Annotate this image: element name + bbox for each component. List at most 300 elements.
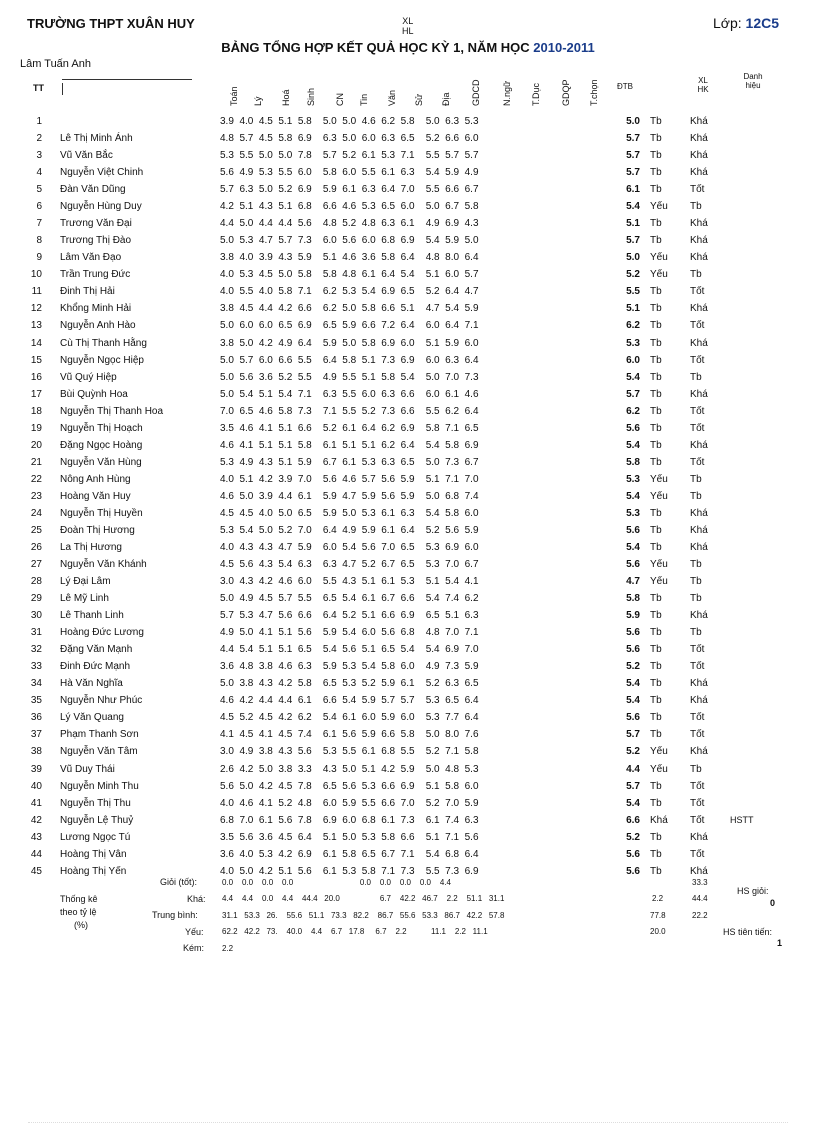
conduct-rank: Khá <box>690 746 708 758</box>
subject-scores: 4.0 4.3 4.3 4.7 5.9 6.0 5.4 5.6 7.0 6.5 5.3 6.9 6.0 <box>220 542 479 553</box>
conduct-rank: Khá <box>690 303 708 315</box>
teacher-name: Lâm Tuấn Anh <box>20 58 91 70</box>
academic-rank: Tb <box>650 848 662 860</box>
average-score: 5.4 <box>626 542 640 553</box>
academic-rank: Tb <box>650 337 662 349</box>
row-number: 28 <box>30 576 42 588</box>
subject-scores: 4.2 5.1 4.3 5.1 6.8 6.6 4.6 5.3 6.5 6.0 5.0 6.7 5.8 <box>220 201 479 213</box>
table-row <box>0 491 816 508</box>
row-number: 22 <box>30 473 42 485</box>
student-name: Nguyễn Minh Thu <box>60 780 139 792</box>
table-row <box>0 712 816 729</box>
class-value: 12C5 <box>745 15 780 31</box>
conduct-rank: Tốt <box>690 320 705 332</box>
conduct-rank: Tốt <box>690 661 705 673</box>
row-number: 27 <box>30 559 42 571</box>
academic-rank: Tb <box>650 235 662 247</box>
subject-scores: 4.6 4.1 5.1 5.1 5.8 6.1 5.1 5.1 6.2 6.4 5.4 5.8 6.9 <box>220 439 479 451</box>
table-row <box>0 218 816 235</box>
conduct-rank: Tốt <box>690 354 705 366</box>
student-name: Hoàng Thị Yến <box>60 865 127 877</box>
subject-scores: 3.0 4.3 4.2 4.6 6.0 5.5 4.3 5.1 6.1 5.3 5.1 5.4 4.1 <box>220 576 479 588</box>
stats-label-1: Thống kê <box>60 894 98 904</box>
average-score: 5.4 <box>626 695 640 707</box>
dtb-header: ĐTB <box>617 82 633 91</box>
average-score: 5.6 <box>626 422 640 434</box>
student-name: Đinh Đức Mạnh <box>60 661 131 673</box>
academic-rank: Tb <box>650 661 662 673</box>
subject-header: Tin <box>359 93 369 106</box>
academic-rank: Tb <box>650 797 662 809</box>
row-number: 43 <box>30 831 42 843</box>
table-row <box>0 303 816 320</box>
row-number: 40 <box>30 780 42 792</box>
student-name: Lý Văn Quang <box>60 712 124 724</box>
average-score: 5.7 <box>626 150 640 162</box>
average-score: 5.6 <box>626 524 640 536</box>
table-row <box>0 235 816 252</box>
subject-scores: 3.0 4.9 3.8 4.3 5.6 5.3 5.5 6.1 6.8 5.5 5.2 7.1 5.8 <box>220 746 479 758</box>
conduct-rank: Khá <box>690 150 708 162</box>
gioi-label: Giỏi (tốt): <box>160 877 198 887</box>
table-row <box>0 474 816 491</box>
row-number: 25 <box>30 524 42 536</box>
subject-header: Lý <box>253 96 263 106</box>
conduct-rank: Khá <box>690 695 708 707</box>
academic-rank: Tb <box>650 439 662 451</box>
tb-label: Trung bình: <box>152 910 198 920</box>
tt-header: TT <box>33 83 44 93</box>
student-name: Nguyễn Thị Thanh Hoa <box>60 405 164 417</box>
student-name: Bùi Quỳnh Hoa <box>60 388 128 400</box>
academic-rank: Tb <box>650 695 662 707</box>
row-number: 16 <box>30 371 42 383</box>
row-number: 6 <box>36 201 42 213</box>
row-number: 20 <box>30 439 42 451</box>
subject-scores: 3.9 4.0 4.5 5.1 5.8 5.0 5.0 4.6 6.2 5.8 5.0 6.3 5.3 <box>220 116 479 127</box>
school-year: 2010-2011 <box>533 40 595 55</box>
subject-header: Hoá <box>281 89 291 106</box>
student-name: Nguyễn Như Phúc <box>60 695 143 707</box>
student-name: Hoàng Văn Huy <box>60 490 131 502</box>
conduct-rank: Tb <box>690 576 702 588</box>
danh-hieu-header: Danh hiệu <box>743 72 763 90</box>
conduct-rank: Khá <box>690 542 708 553</box>
subject-scores: 5.6 5.0 4.2 4.5 7.8 6.5 5.6 5.3 6.6 6.9 5.1 5.8 6.0 <box>220 780 479 792</box>
row-number: 7 <box>36 218 42 230</box>
average-score: 5.4 <box>626 371 640 383</box>
student-name: Hà Văn Nghĩa <box>60 678 123 690</box>
table-row <box>0 849 816 866</box>
conduct-rank: Tb <box>690 490 702 502</box>
conduct-rank: Tốt <box>690 422 705 434</box>
average-score: 5.8 <box>626 593 640 605</box>
average-score: 5.7 <box>626 235 640 247</box>
student-name: Nguyễn Hùng Duy <box>60 201 142 213</box>
xl-hl-marker: XL HL <box>402 16 414 36</box>
table-row <box>0 627 816 644</box>
academic-rank: Tb <box>650 422 662 434</box>
yeu-label: Yếu: <box>185 927 204 937</box>
subject-scores: 3.5 5.6 3.6 4.5 6.4 5.1 5.0 5.3 5.8 6.6 5.1 7.1 5.6 <box>220 831 479 843</box>
student-name: Lâm Văn Đạo <box>60 252 122 264</box>
average-score: 5.6 <box>626 644 640 656</box>
academic-rank: Tb <box>650 184 662 196</box>
subject-scores: 3.6 4.8 3.8 4.6 6.3 5.9 5.3 5.4 5.8 6.0 4.9 7.3 5.9 <box>220 661 479 673</box>
hk-tb-percent: 22.2 <box>692 911 708 920</box>
row-number: 8 <box>36 235 42 247</box>
academic-rank: Tb <box>650 593 662 605</box>
table-row <box>0 355 816 372</box>
student-name: Đặng Ngọc Hoàng <box>60 439 143 451</box>
academic-rank: Tb <box>650 371 662 383</box>
academic-rank: Tb <box>650 133 662 145</box>
subject-header: N.ngữ <box>502 80 512 106</box>
table-row <box>0 338 816 355</box>
average-score: 5.2 <box>626 661 640 673</box>
conduct-rank: Tb <box>690 627 702 639</box>
table-row <box>0 661 816 678</box>
table-row <box>0 372 816 389</box>
average-score: 5.7 <box>626 133 640 145</box>
conduct-rank: Tb <box>690 371 702 383</box>
academic-rank: Tb <box>650 354 662 366</box>
subject-scores: 5.0 5.7 6.0 6.6 5.5 6.4 5.8 5.1 7.3 6.9 6.0 6.3 6.4 <box>220 354 479 366</box>
student-name: Đinh Thị Hải <box>60 286 115 298</box>
subject-scores: 3.8 5.0 4.2 4.9 6.4 5.9 5.0 5.8 6.9 6.0 5.1 5.9 6.0 <box>220 337 479 349</box>
row-number: 23 <box>30 490 42 502</box>
student-name: Đàn Văn Dũng <box>60 184 126 196</box>
yeu-percent-row: 62.2 42.2 73. 40.0 4.4 6.7 17.8 6.7 2.2 11.1 2.2 11.1 <box>222 927 488 936</box>
row-number: 2 <box>36 133 42 145</box>
row-number: 1 <box>36 116 42 127</box>
conduct-rank: Tốt <box>690 184 705 196</box>
student-name: Lý Đại Lâm <box>60 576 111 588</box>
student-name: Lê Thanh Linh <box>60 610 124 622</box>
academic-rank: Tb <box>650 831 662 843</box>
table-row <box>0 201 816 218</box>
academic-rank: Tb <box>650 218 662 230</box>
hk-tot-percent: 33.3 <box>692 878 708 887</box>
conduct-rank: Tốt <box>690 456 705 468</box>
average-score: 5.2 <box>626 746 640 758</box>
conduct-rank: Khá <box>690 337 708 349</box>
subject-header: GDCD <box>471 79 481 106</box>
table-row <box>0 423 816 440</box>
academic-rank: Yếu <box>650 201 668 213</box>
average-score: 5.6 <box>626 559 640 571</box>
row-number: 3 <box>36 150 42 162</box>
conduct-rank: Tốt <box>690 644 705 656</box>
academic-rank: Yếu <box>650 269 668 281</box>
average-score: 5.2 <box>626 269 640 281</box>
row-number: 21 <box>30 456 42 468</box>
subject-header: GDQP <box>561 79 571 106</box>
academic-rank: Khá <box>650 814 668 826</box>
average-score: 5.3 <box>626 473 640 485</box>
row-number: 19 <box>30 422 42 434</box>
conduct-rank: Khá <box>690 678 708 690</box>
average-score: 6.6 <box>626 814 640 826</box>
gioi-percent-row: 0.0 0.0 0.0 0.0 0.0 0.0 0.0 0.0 4.4 <box>222 878 452 887</box>
student-name: Vũ Văn Bắc <box>60 150 113 162</box>
table-row <box>0 406 816 423</box>
average-score: 5.4 <box>626 797 640 809</box>
table-row <box>0 542 816 559</box>
table-row <box>0 781 816 798</box>
student-name: Cù Thị Thanh Hằng <box>60 337 147 349</box>
table-row <box>0 764 816 781</box>
school-name: TRƯỜNG THPT XUÂN HUY <box>27 16 195 31</box>
student-name: Lê Thị Minh Ánh <box>60 133 133 145</box>
conduct-rank: Khá <box>690 524 708 536</box>
conduct-rank: Tb <box>690 593 702 605</box>
table-row <box>0 440 816 457</box>
subject-header: Văn <box>387 89 397 106</box>
hl-yeu-percent: 20.0 <box>650 927 666 936</box>
average-score: 5.2 <box>626 831 640 843</box>
academic-rank: Yếu <box>650 473 668 485</box>
subject-scores: 5.0 5.4 5.1 5.4 7.1 6.3 5.5 6.0 6.3 6.6 6.0 6.1 4.6 <box>220 388 479 400</box>
subject-header: CN <box>335 93 345 106</box>
academic-rank: Tb <box>650 729 662 741</box>
student-name: Khổng Minh Hải <box>60 303 132 315</box>
subject-scores: 4.0 5.3 4.5 5.0 5.8 5.8 4.8 6.1 6.4 5.4 5.1 6.0 5.7 <box>220 269 479 281</box>
conduct-rank: Tốt <box>690 712 705 724</box>
average-score: 5.7 <box>626 388 640 400</box>
subject-header: Địa <box>441 92 451 106</box>
conduct-rank: Khá <box>690 388 708 400</box>
average-score: 5.6 <box>626 627 640 639</box>
subject-scores: 4.9 5.0 4.1 5.1 5.6 5.9 5.4 6.0 5.6 6.8 4.8 7.0 7.1 <box>220 627 479 639</box>
row-number: 33 <box>30 661 42 673</box>
name-header-line <box>62 79 192 80</box>
student-name: Nguyễn Ngọc Hiệp <box>60 354 144 366</box>
conduct-rank: Khá <box>690 252 708 264</box>
table-row <box>0 798 816 815</box>
conduct-rank: Khá <box>690 865 708 877</box>
row-number: 11 <box>31 286 42 298</box>
subject-scores: 3.8 4.0 3.9 4.3 5.9 5.1 4.6 3.6 5.8 6.4 4.8 8.0 6.4 <box>220 252 479 264</box>
row-number: 13 <box>30 320 42 332</box>
conduct-rank: Khá <box>690 133 708 145</box>
row-number: 32 <box>30 644 42 656</box>
table-row <box>0 286 816 303</box>
tb-percent-row: 31.1 53.3 26. 55.6 51.1 73.3 82.2 86.7 55.6 53.3 86.7 42.2 57.8 <box>222 911 505 920</box>
average-score: 5.9 <box>626 610 640 622</box>
row-number: 34 <box>30 678 42 690</box>
row-number: 29 <box>30 593 42 605</box>
row-number: 14 <box>30 337 42 349</box>
subject-scores: 4.0 5.1 4.2 3.9 7.0 5.6 4.6 5.7 5.6 5.9 5.1 7.1 7.0 <box>220 473 479 485</box>
row-number: 31 <box>30 627 42 639</box>
table-row <box>0 252 816 269</box>
row-number: 10 <box>30 269 42 281</box>
table-row <box>0 729 816 746</box>
table-row <box>0 525 816 542</box>
academic-rank: Yếu <box>650 763 668 775</box>
row-number: 30 <box>30 610 42 622</box>
academic-rank: Tb <box>650 865 662 877</box>
academic-rank: Tb <box>650 116 662 127</box>
subject-scores: 5.3 5.5 5.0 5.0 7.8 5.7 5.2 6.1 5.3 7.1 5.5 5.7 5.7 <box>220 150 479 162</box>
student-name: Nguyễn Văn Hùng <box>60 456 142 468</box>
subject-scores: 4.0 4.6 4.1 5.2 4.8 6.0 5.9 5.5 6.6 7.0 5.2 7.0 5.9 <box>220 797 479 809</box>
academic-rank: Tb <box>650 678 662 690</box>
row-number: 4 <box>36 167 42 179</box>
row-number: 24 <box>30 507 42 519</box>
average-score: 5.0 <box>626 116 640 127</box>
academic-rank: Tb <box>650 542 662 553</box>
subject-scores: 5.0 3.8 4.3 4.2 5.8 6.5 5.3 5.2 5.9 6.1 5.2 6.3 6.5 <box>220 678 479 690</box>
subject-scores: 4.4 5.4 5.1 5.1 6.5 5.4 5.6 5.1 6.5 5.4 5.4 6.9 7.0 <box>220 644 479 656</box>
subject-scores: 5.0 5.6 3.6 5.2 5.5 4.9 5.5 5.1 5.8 5.4 5.0 7.0 7.3 <box>220 371 479 383</box>
student-name: Phạm Thanh Sơn <box>60 729 139 741</box>
row-number: 39 <box>30 763 42 775</box>
average-score: 5.3 <box>626 507 640 519</box>
subject-scores: 5.3 4.9 4.3 5.1 5.9 6.7 6.1 5.3 6.3 6.5 5.0 7.3 6.7 <box>220 456 479 468</box>
hl-tb-percent: 77.8 <box>650 911 666 920</box>
subject-scores: 5.3 5.4 5.0 5.2 7.0 6.4 4.9 5.9 6.1 6.4 5.2 5.6 5.9 <box>220 524 479 536</box>
row-number: 9 <box>36 252 42 264</box>
academic-rank: Tb <box>650 167 662 179</box>
conduct-rank: Tb <box>690 559 702 571</box>
subject-header: T.chọn <box>589 79 599 106</box>
average-score: 4.7 <box>626 576 640 588</box>
academic-rank: Tb <box>650 780 662 792</box>
average-score: 5.3 <box>626 337 640 349</box>
conduct-rank: Tb <box>690 269 702 281</box>
kha-percent-row: 4.4 4.4 0.0 4.4 44.4 20.0 6.7 42.2 46.7 2.2 51.1 31.1 <box>222 894 505 903</box>
average-score: 5.7 <box>626 780 640 792</box>
academic-rank: Tb <box>650 507 662 519</box>
subject-scores: 5.6 4.9 5.3 5.5 6.0 5.8 6.0 5.5 6.1 6.3 5.4 5.9 4.9 <box>220 167 479 179</box>
student-name: Hoàng Đức Lương <box>60 627 144 639</box>
student-name: Đặng Văn Mạnh <box>60 644 133 656</box>
average-score: 5.1 <box>626 218 640 230</box>
subject-scores: 4.4 5.0 4.4 4.4 5.6 4.8 5.2 4.8 6.3 6.1 4.9 6.9 4.3 <box>220 218 479 230</box>
conduct-rank: Tốt <box>690 797 705 809</box>
student-name: Lê Mỹ Linh <box>60 593 109 605</box>
row-number: 44 <box>30 848 42 860</box>
average-score: 5.6 <box>626 865 640 877</box>
academic-rank: Yếu <box>650 576 668 588</box>
conduct-rank: Tốt <box>690 848 705 860</box>
subject-scores: 3.8 4.5 4.4 4.2 6.6 6.2 5.0 5.8 6.6 5.1 4.7 5.4 5.9 <box>220 303 479 315</box>
average-score: 5.1 <box>626 303 640 315</box>
student-name: Nguyễn Thị Thu <box>60 797 131 809</box>
student-name: Trương Thị Đào <box>60 235 132 247</box>
table-row <box>0 184 816 201</box>
student-name: Nguyễn Lệ Thuỷ <box>60 814 134 826</box>
subject-header: Sử <box>414 93 424 106</box>
table-row <box>0 644 816 661</box>
subject-header: Toán <box>229 86 239 106</box>
report-title: BẢNG TỔNG HỢP KẾT QUẢ HỌC KỲ 1, NĂM HỌC 2010-2011 <box>221 40 595 55</box>
subject-scores: 5.0 4.9 4.5 5.7 5.5 6.5 5.4 6.1 6.7 6.6 5.4 7.4 6.2 <box>220 593 479 605</box>
academic-rank: Tb <box>650 644 662 656</box>
student-name: Nguyễn Thị Hoạch <box>60 422 143 434</box>
subject-scores: 5.7 5.3 4.7 5.6 6.6 6.4 5.2 5.1 6.6 6.9 6.5 5.1 6.3 <box>220 610 479 622</box>
table-row <box>0 610 816 627</box>
subject-scores: 5.0 5.3 4.7 5.7 7.3 6.0 5.6 6.0 6.8 6.9 5.4 5.9 5.0 <box>220 235 479 247</box>
student-name: Nguyễn Việt Chinh <box>60 167 144 179</box>
row-number: 5 <box>36 184 42 196</box>
academic-rank: Tb <box>650 388 662 400</box>
student-name: Trương Văn Đại <box>60 218 132 230</box>
table-row <box>0 746 816 763</box>
table-row <box>0 815 816 832</box>
student-name: Vũ Duy Thái <box>60 763 115 775</box>
conduct-rank: Tốt <box>690 286 705 298</box>
hs-tien-tien-label: HS tiên tiến: <box>723 927 773 937</box>
subject-scores: 6.8 7.0 6.1 5.6 7.8 6.9 6.0 6.8 6.1 7.3 6.1 7.4 6.3 <box>220 814 479 826</box>
kem-label: Kém: <box>183 943 205 953</box>
average-score: 5.7 <box>626 167 640 179</box>
conduct-rank: Tb <box>690 763 702 775</box>
subject-scores: 3.5 4.6 4.1 5.1 6.6 5.2 6.1 6.4 6.2 6.9 5.8 7.1 6.5 <box>220 422 479 434</box>
average-score: 5.6 <box>626 712 640 724</box>
academic-rank: Yếu <box>650 252 668 264</box>
row-number: 35 <box>30 695 42 707</box>
conduct-rank: Tb <box>690 473 702 485</box>
table-row <box>0 695 816 712</box>
subject-scores: 4.5 4.5 4.0 5.0 6.5 5.9 5.0 5.3 6.1 6.3 5.4 5.8 6.0 <box>220 507 479 519</box>
academic-rank: Tb <box>650 150 662 162</box>
hs-gioi-value: 0 <box>770 898 776 908</box>
subject-scores: 4.6 5.0 3.9 4.4 6.1 5.9 4.7 5.9 5.6 5.9 5.0 6.8 7.4 <box>220 490 479 502</box>
row-number: 15 <box>30 354 42 366</box>
conduct-rank: Khá <box>690 439 708 451</box>
conduct-rank: Khá <box>690 507 708 519</box>
conduct-rank: Khá <box>690 218 708 230</box>
table-row <box>0 150 816 167</box>
table-row <box>0 389 816 406</box>
award-title: HSTT <box>730 814 754 825</box>
average-score: 5.4 <box>626 439 640 451</box>
subject-header: T.Dục <box>531 82 541 106</box>
subject-scores: 4.1 4.5 4.1 4.5 7.4 6.1 5.6 5.9 6.6 5.8 5.0 8.0 7.6 <box>220 729 479 741</box>
conduct-rank: Khá <box>690 235 708 247</box>
average-score: 5.6 <box>626 848 640 860</box>
subject-scores: 5.7 6.3 5.0 5.2 6.9 5.9 6.1 6.3 6.4 7.0 5.5 6.6 6.7 <box>220 184 479 196</box>
student-name: Nguyễn Văn Tâm <box>60 746 138 758</box>
student-name: Nông Anh Hùng <box>60 473 131 485</box>
conduct-rank: Khá <box>690 610 708 622</box>
row-number: 12 <box>30 303 42 315</box>
student-name: Hoàng Thị Vân <box>60 848 127 860</box>
student-name: Vũ Quý Hiệp <box>60 371 117 383</box>
subject-scores: 4.0 5.5 4.0 5.8 7.1 6.2 5.3 5.4 6.9 6.5 5.2 6.4 4.7 <box>220 286 479 298</box>
student-name: Nguyễn Văn Khánh <box>60 559 147 571</box>
student-name: Đoàn Thị Hương <box>60 524 135 536</box>
kha-label: Khá: <box>187 894 206 904</box>
table-row <box>0 576 816 593</box>
class-label: Lớp: 12C5 <box>713 15 780 31</box>
conduct-rank: Khá <box>690 116 708 127</box>
stats-label-2: theo tỷ lệ <box>60 907 97 917</box>
average-score: 5.4 <box>626 490 640 502</box>
table-row <box>0 457 816 474</box>
hs-gioi-label: HS giỏi: <box>737 886 769 896</box>
hs-tien-tien-value: 1 <box>777 938 783 948</box>
subject-scores: 4.6 4.2 4.4 4.4 6.1 6.6 5.4 5.9 5.7 5.7 5.3 6.5 6.4 <box>220 695 479 707</box>
row-number: 37 <box>30 729 42 741</box>
academic-rank: Tb <box>650 303 662 315</box>
table-row <box>0 593 816 610</box>
subject-scores: 2.6 4.2 5.0 3.8 3.3 4.3 5.0 5.1 4.2 5.9 5.0 4.8 5.3 <box>220 763 479 775</box>
conduct-rank: Khá <box>690 167 708 179</box>
